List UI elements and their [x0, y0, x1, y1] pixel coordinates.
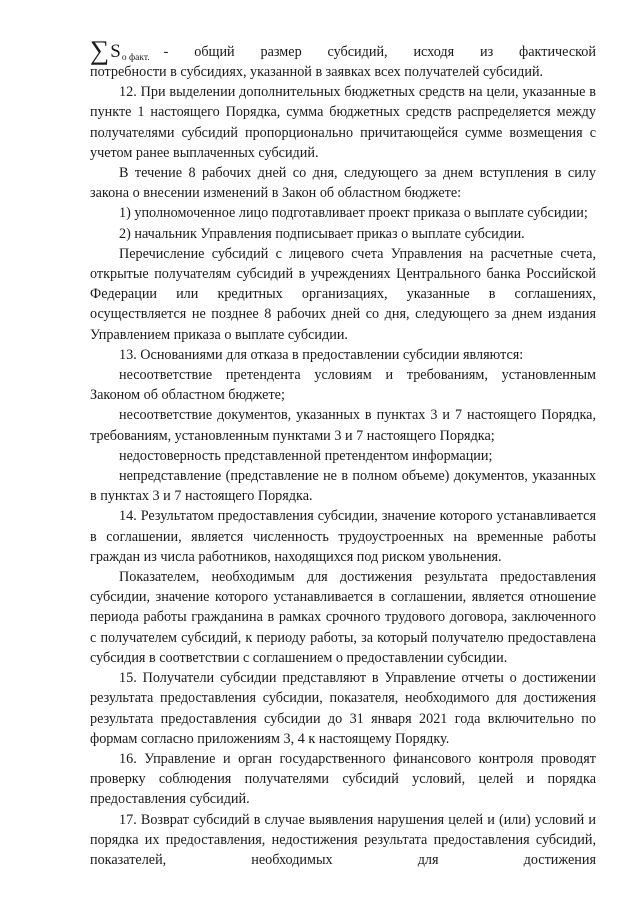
formula-subscript: о факт. [121, 53, 150, 63]
list-item-1: 1) уполномоченное лицо подготавливает проект приказа о выплате субсидии; [119, 205, 588, 222]
sigma-symbol: ∑ [90, 35, 110, 65]
formula-symbol: S [110, 41, 121, 62]
document-page [90, 35, 596, 870]
list-item-2: 2) начальник Управления подписывает приказ о выплате субсидии. [119, 225, 525, 242]
refusal-ground-3: недостоверность представленной претендентом информации; [119, 447, 493, 464]
sum-formula [90, 35, 150, 65]
refusal-ground-4: непредставление (представление не в полном объеме) документов, указанных в пунктах 3 и 7 настоящего Порядка. [90, 468, 596, 505]
paragraph-16: 16. Управление и орган государственного финансового контроля проводят проверку соблюдения получателями субсидий условий, целей и порядка предоставления субсидий. [90, 750, 596, 808]
paragraph-deadline: В течение 8 рабочих дней со дня, следующего за днем вступления в силу закона о внесении изменений в Закон об областном бюджете: [90, 165, 596, 202]
paragraph-indicator: Показателем, необходимым для достижения результата предоставления субсидии, значение которого устанавливается в соглашении, является отношение периода работы гражданина в рамках срочного трудового договора, заключенного с получателем субсидий, к периоду работы, за который получателю предоставлена субсидия в соответствии с соглашением о предоставлении субсидии. [90, 569, 596, 666]
formula-definition-continuation: потребности в субсидиях, указанной в заявках всех получателей субсидий. [90, 64, 544, 80]
paragraph-15: 15. Получатели субсидии представляют в Управление отчеты о достижении результата предоставления субсидии, показателя, необходимого для достижения результата предоставления субсидии до 31 января 2021 года включительно по формам согласно приложениям 3, 4 к настоящему Порядку. [90, 670, 596, 747]
paragraph-14: 14. Результатом предоставления субсидии, значение которого устанавливается в соглашении, является численность трудоустроенных на временные работы граждан из числа работников, находящихся под риском увольнения. [90, 508, 596, 565]
paragraph-12: 12. При выделении дополнительных бюджетных средств на цели, указанные в пункте 1 настоящего Порядка, сумма бюджетных средств распределяется между получателями субсидий пропорционально причитающейся сумме возмещения с учетом ранее выплаченных субсидий. [90, 84, 596, 161]
formula-definition-text: - общий размер субсидий, исходя из фактической [163, 43, 596, 60]
paragraph-17: 17. Возврат субсидий в случае выявления нарушения целей и (или) условий и порядка их предоставления, недостижения результата предоставления субсидий, показателей, необходимых для достижения [90, 811, 596, 868]
refusal-ground-2: несоответствие документов, указанных в пунктах 3 и 7 настоящего Порядка, требованиям, установленным пунктами 3 и 7 настоящего Порядка; [90, 407, 596, 444]
paragraph-transfer: Перечисление субсидий с лицевого счета Управления на расчетные счета, открытые получателям субсидий в учреждениях Центрального банка Российской Федерации или кредитных организациях, указанные в соглашениях, осуществляется не позднее 8 рабочих дней со дня, следующего за днем издания Управлением приказа о выплате субсидии. [90, 245, 596, 343]
refusal-ground-1: несоответствие претендента условиям и требованиям, установленным Законом об областном бюджете; [90, 367, 596, 404]
formula-definition [90, 35, 596, 65]
paragraph-13: 13. Основаниями для отказа в предоставлении субсидии являются: [119, 346, 524, 363]
